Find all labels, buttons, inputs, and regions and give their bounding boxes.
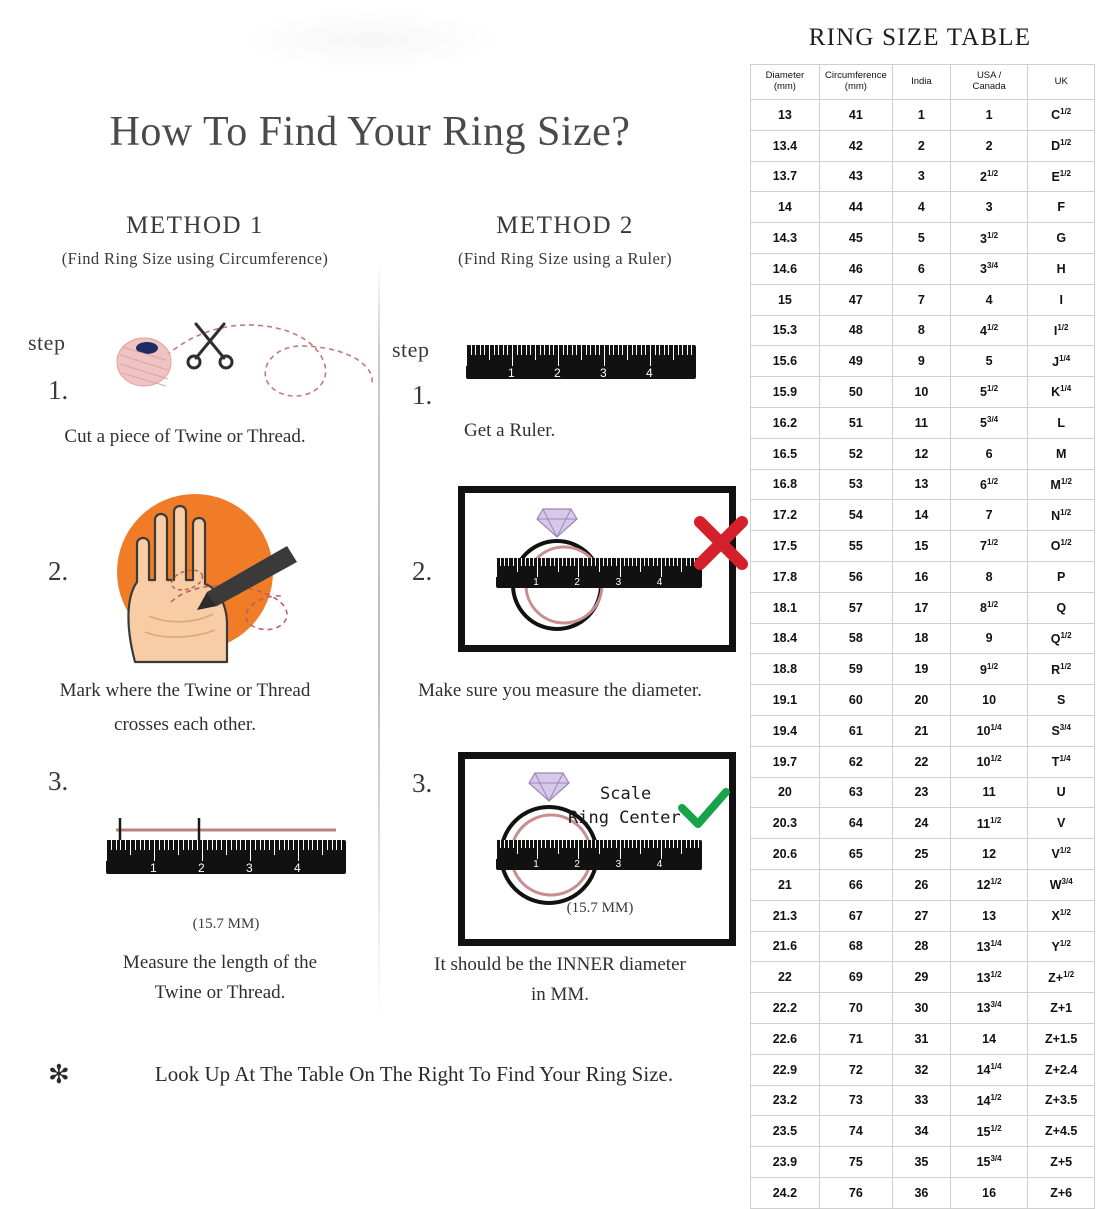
- table-row: [751, 1054, 1095, 1085]
- cell-diameter: 16.5: [751, 438, 820, 469]
- cell-circumference: 72: [819, 1054, 892, 1085]
- cell-india: 26: [892, 869, 950, 900]
- method-2-step-1-number: 1.: [412, 380, 433, 410]
- cell-usa-canada: 4: [950, 284, 1028, 315]
- cell-diameter: 24.2: [751, 1177, 820, 1208]
- cell-india: 5: [892, 223, 950, 254]
- page-title: How To Find Your Ring Size?: [109, 109, 631, 155]
- cell-diameter: 13.4: [751, 130, 820, 161]
- ruler-method-1: 1 2 3 4: [106, 840, 346, 874]
- cell-uk: S: [1028, 685, 1095, 716]
- cell-usa-canada: 10: [950, 685, 1028, 716]
- cell-india: 4: [892, 192, 950, 223]
- cell-circumference: 56: [819, 561, 892, 592]
- table-body: [751, 100, 1095, 1209]
- cell-usa-canada: 11: [950, 777, 1028, 808]
- cell-uk: M: [1028, 438, 1095, 469]
- cell-circumference: 68: [819, 931, 892, 962]
- cell-diameter: 22.9: [751, 1054, 820, 1085]
- cell-diameter: 13: [751, 100, 820, 131]
- cell-circumference: 73: [819, 1085, 892, 1116]
- cell-diameter: 15.6: [751, 346, 820, 377]
- cell-circumference: 65: [819, 839, 892, 870]
- table-row: [751, 438, 1095, 469]
- cell-diameter: 16.8: [751, 469, 820, 500]
- ring-size-table: [750, 64, 1095, 1209]
- cell-india: 23: [892, 777, 950, 808]
- cell-india: 30: [892, 993, 950, 1024]
- cell-usa-canada: $9^{1/2}$: [950, 654, 1028, 685]
- table-row: [751, 931, 1095, 962]
- header-india: India: [892, 65, 950, 100]
- cell-diameter: 18.8: [751, 654, 820, 685]
- cell-diameter: 18.1: [751, 592, 820, 623]
- cell-circumference: 63: [819, 777, 892, 808]
- hand-illustration: [75, 484, 375, 664]
- footnote-text: Look Up At The Table On The Right To Find Your Ring Size.: [154, 1062, 674, 1086]
- cell-uk: Z+2.4: [1028, 1054, 1095, 1085]
- cell-circumference: 54: [819, 500, 892, 531]
- cell-diameter: 20.6: [751, 839, 820, 870]
- cell-usa-canada: $5^{3/4}$: [950, 407, 1028, 438]
- table-row: [751, 1177, 1095, 1208]
- diamond-icon: [529, 773, 569, 801]
- table-row: [751, 346, 1095, 377]
- cell-india: 29: [892, 962, 950, 993]
- cell-uk: Z+$^{1/2}$: [1028, 962, 1095, 993]
- cell-uk: $I^{1/2}$: [1028, 315, 1095, 346]
- cell-circumference: 76: [819, 1177, 892, 1208]
- cell-circumference: 55: [819, 531, 892, 562]
- table-row: [751, 500, 1095, 531]
- cell-india: 33: [892, 1085, 950, 1116]
- cell-india: 25: [892, 839, 950, 870]
- table-row: [751, 377, 1095, 408]
- table-header-row: [751, 65, 1095, 100]
- cell-uk: I: [1028, 284, 1095, 315]
- cell-circumference: 60: [819, 685, 892, 716]
- cell-india: 28: [892, 931, 950, 962]
- cell-circumference: 42: [819, 130, 892, 161]
- method-2-title: METHOD 2: [496, 212, 634, 239]
- cell-circumference: 47: [819, 284, 892, 315]
- cell-india: 9: [892, 346, 950, 377]
- table-row: [751, 839, 1095, 870]
- cell-diameter: 22: [751, 962, 820, 993]
- cell-uk: $R^{1/2}$: [1028, 654, 1095, 685]
- cell-india: 7: [892, 284, 950, 315]
- cell-uk: $M^{1/2}$: [1028, 469, 1095, 500]
- method-2-header: [390, 212, 740, 269]
- table-row: [751, 407, 1095, 438]
- cell-india: 22: [892, 746, 950, 777]
- cell-diameter: 20.3: [751, 808, 820, 839]
- cell-circumference: 67: [819, 900, 892, 931]
- cell-uk: Z+1.5: [1028, 1023, 1095, 1054]
- header-uk: UK: [1028, 65, 1095, 100]
- cell-circumference: 57: [819, 592, 892, 623]
- cell-uk: Z+6: [1028, 1177, 1095, 1208]
- cell-circumference: 44: [819, 192, 892, 223]
- cell-usa-canada: $14^{1/2}$: [950, 1085, 1028, 1116]
- cell-uk: F: [1028, 192, 1095, 223]
- method-1-step-word: step: [28, 330, 66, 355]
- cell-diameter: 19.4: [751, 715, 820, 746]
- method-2-measure-label: (15.7 MM): [566, 900, 634, 916]
- method-1-step-3-number: 3.: [48, 766, 69, 796]
- cell-circumference: 49: [819, 346, 892, 377]
- cell-usa-canada: 13: [950, 900, 1028, 931]
- measured-thread: [106, 812, 346, 842]
- cell-india: 27: [892, 900, 950, 931]
- cell-uk: $V^{1/2}$: [1028, 839, 1095, 870]
- scissors-icon: [188, 324, 232, 368]
- table-row: [751, 592, 1095, 623]
- cell-usa-canada: 14: [950, 1023, 1028, 1054]
- table-row: [751, 962, 1095, 993]
- cell-uk: $J^{1/4}$: [1028, 346, 1095, 377]
- method-1-title: METHOD 1: [126, 212, 264, 239]
- cell-circumference: 58: [819, 623, 892, 654]
- twine-illustration: [100, 300, 380, 410]
- cell-circumference: 50: [819, 377, 892, 408]
- cell-circumference: 52: [819, 438, 892, 469]
- table-row: [751, 130, 1095, 161]
- cell-diameter: 16.2: [751, 407, 820, 438]
- cell-usa-canada: 3: [950, 192, 1028, 223]
- cell-circumference: 53: [819, 469, 892, 500]
- table-row: [751, 284, 1095, 315]
- cell-usa-canada: 7: [950, 500, 1028, 531]
- cell-circumference: 71: [819, 1023, 892, 1054]
- table-row: [751, 253, 1095, 284]
- table-row: [751, 715, 1095, 746]
- table-row: [751, 192, 1095, 223]
- cell-india: 17: [892, 592, 950, 623]
- cell-usa-canada: $12^{1/2}$: [950, 869, 1028, 900]
- cell-circumference: 69: [819, 962, 892, 993]
- method-2-step-3-caption-line2: in MM.: [530, 984, 590, 1005]
- cell-circumference: 41: [819, 100, 892, 131]
- table-row: [751, 161, 1095, 192]
- cell-uk: $Y^{1/2}$: [1028, 931, 1095, 962]
- table-row: [751, 1085, 1095, 1116]
- table-row: [751, 1147, 1095, 1178]
- cell-uk: $W^{3/4}$: [1028, 869, 1095, 900]
- cell-circumference: 62: [819, 746, 892, 777]
- cell-usa-canada: $10^{1/2}$: [950, 746, 1028, 777]
- cell-diameter: 21.3: [751, 900, 820, 931]
- cell-india: 12: [892, 438, 950, 469]
- table-row: [751, 469, 1095, 500]
- cell-uk: G: [1028, 223, 1095, 254]
- cell-usa-canada: 6: [950, 438, 1028, 469]
- cell-india: 35: [892, 1147, 950, 1178]
- cell-uk: Z+4.5: [1028, 1116, 1095, 1147]
- method-2-step-2-caption: Make sure you measure the diameter.: [418, 680, 702, 701]
- scale-label-line1: Scale: [600, 784, 652, 804]
- asterisk-icon: ✻: [48, 1060, 70, 1089]
- table-row: [751, 1116, 1095, 1147]
- method-1-step-1-number: 1.: [48, 375, 69, 405]
- table-row: [751, 561, 1095, 592]
- cell-uk: $N^{1/2}$: [1028, 500, 1095, 531]
- cell-india: 11: [892, 407, 950, 438]
- cell-diameter: 14: [751, 192, 820, 223]
- method-2-step-1-caption: Get a Ruler.: [464, 420, 556, 441]
- cell-uk: $E^{1/2}$: [1028, 161, 1095, 192]
- cell-india: 1: [892, 100, 950, 131]
- table-title: RING SIZE TABLE: [808, 24, 1032, 51]
- cell-uk: $T^{1/4}$: [1028, 746, 1095, 777]
- cell-usa-canada: $3^{3/4}$: [950, 253, 1028, 284]
- cell-uk: $C^{1/2}$: [1028, 100, 1095, 131]
- cell-circumference: 66: [819, 869, 892, 900]
- cell-usa-canada: 12: [950, 839, 1028, 870]
- cell-india: 8: [892, 315, 950, 346]
- cell-india: 21: [892, 715, 950, 746]
- header-usa-canada: USA / Canada: [950, 65, 1028, 100]
- cell-diameter: 14.3: [751, 223, 820, 254]
- method-1-step-3-caption-line2: Twine or Thread.: [154, 982, 286, 1003]
- cell-usa-canada: $3^{1/2}$: [950, 223, 1028, 254]
- cell-usa-canada: 5: [950, 346, 1028, 377]
- cell-india: 18: [892, 623, 950, 654]
- cell-usa-canada: $13^{1/2}$: [950, 962, 1028, 993]
- cell-india: 32: [892, 1054, 950, 1085]
- cell-uk: L: [1028, 407, 1095, 438]
- ruler-method-2-step-3: 1 2 3 4: [496, 840, 702, 870]
- cell-usa-canada: $15^{1/2}$: [950, 1116, 1028, 1147]
- table-row: [751, 777, 1095, 808]
- cell-circumference: 59: [819, 654, 892, 685]
- table-row: [751, 100, 1095, 131]
- cell-india: 31: [892, 1023, 950, 1054]
- cell-india: 19: [892, 654, 950, 685]
- cell-uk: $S^{3/4}$: [1028, 715, 1095, 746]
- cell-uk: Z+5: [1028, 1147, 1095, 1178]
- cell-circumference: 74: [819, 1116, 892, 1147]
- cell-diameter: 19.1: [751, 685, 820, 716]
- cell-usa-canada: 1: [950, 100, 1028, 131]
- cell-uk: $O^{1/2}$: [1028, 531, 1095, 562]
- cell-india: 34: [892, 1116, 950, 1147]
- cell-circumference: 75: [819, 1147, 892, 1178]
- cell-diameter: 22.6: [751, 1023, 820, 1054]
- cell-circumference: 46: [819, 253, 892, 284]
- table-row: [751, 746, 1095, 777]
- cell-india: 16: [892, 561, 950, 592]
- table-row: [751, 993, 1095, 1024]
- table-row: [751, 808, 1095, 839]
- cell-uk: Z+3.5: [1028, 1085, 1095, 1116]
- cell-india: 20: [892, 685, 950, 716]
- cell-india: 13: [892, 469, 950, 500]
- check-icon: [676, 786, 732, 832]
- cell-uk: $K^{1/4}$: [1028, 377, 1095, 408]
- scale-label-line2: Ring Center: [568, 808, 681, 828]
- table-row: [751, 869, 1095, 900]
- table-row: [751, 654, 1095, 685]
- cell-uk: Z+1: [1028, 993, 1095, 1024]
- cell-india: 24: [892, 808, 950, 839]
- cell-diameter: 14.6: [751, 253, 820, 284]
- cell-usa-canada: $7^{1/2}$: [950, 531, 1028, 562]
- header-diameter: Diameter (mm): [751, 65, 820, 100]
- cell-uk: Q: [1028, 592, 1095, 623]
- cell-diameter: 13.7: [751, 161, 820, 192]
- cell-india: 15: [892, 531, 950, 562]
- cell-india: 10: [892, 377, 950, 408]
- cell-diameter: 23.9: [751, 1147, 820, 1178]
- ring-size-table-panel: [740, 0, 1100, 1200]
- cell-diameter: 15: [751, 284, 820, 315]
- table-row: [751, 315, 1095, 346]
- cell-usa-canada: $11^{1/2}$: [950, 808, 1028, 839]
- cell-usa-canada: $14^{1/4}$: [950, 1054, 1028, 1085]
- cell-india: 36: [892, 1177, 950, 1208]
- cell-diameter: 17.5: [751, 531, 820, 562]
- method-1-step-2-caption-line2: crosses each other.: [114, 714, 256, 735]
- cell-usa-canada: $5^{1/2}$: [950, 377, 1028, 408]
- method-2-step-word: step: [392, 337, 430, 362]
- cell-usa-canada: $8^{1/2}$: [950, 592, 1028, 623]
- cell-usa-canada: $2^{1/2}$: [950, 161, 1028, 192]
- table-row: [751, 531, 1095, 562]
- cell-circumference: 48: [819, 315, 892, 346]
- cell-diameter: 18.4: [751, 623, 820, 654]
- diamond-icon: [537, 509, 577, 537]
- cell-usa-canada: $15^{3/4}$: [950, 1147, 1028, 1178]
- method-2-subtitle: (Find Ring Size using a Ruler): [457, 249, 673, 268]
- method-2-step-3-caption-line1: It should be the INNER diameter: [434, 954, 686, 975]
- cell-diameter: 21.6: [751, 931, 820, 962]
- cell-circumference: 70: [819, 993, 892, 1024]
- cell-diameter: 22.2: [751, 993, 820, 1024]
- cell-diameter: 20: [751, 777, 820, 808]
- cell-diameter: 17.8: [751, 561, 820, 592]
- method-1-step-3-caption-line1: Measure the length of the: [122, 952, 318, 973]
- cell-usa-canada: $13^{3/4}$: [950, 993, 1028, 1024]
- cell-uk: V: [1028, 808, 1095, 839]
- cell-circumference: 43: [819, 161, 892, 192]
- method-2-step-3-number: 3.: [412, 768, 433, 798]
- cell-circumference: 61: [819, 715, 892, 746]
- cell-usa-canada: 9: [950, 623, 1028, 654]
- cell-circumference: 45: [819, 223, 892, 254]
- cell-india: 2: [892, 130, 950, 161]
- cell-diameter: 23.5: [751, 1116, 820, 1147]
- cell-uk: U: [1028, 777, 1095, 808]
- ruler-method-2-step-2: 1 2 3 4: [496, 558, 702, 588]
- method-2-step-2-number: 2.: [412, 556, 433, 586]
- table-row: [751, 1023, 1095, 1054]
- cell-uk: $D^{1/2}$: [1028, 130, 1095, 161]
- cell-diameter: 19.7: [751, 746, 820, 777]
- cell-usa-canada: 16: [950, 1177, 1028, 1208]
- cell-uk: H: [1028, 253, 1095, 284]
- cell-usa-canada: 2: [950, 130, 1028, 161]
- cell-usa-canada: $10^{1/4}$: [950, 715, 1028, 746]
- cell-circumference: 51: [819, 407, 892, 438]
- cell-diameter: 23.2: [751, 1085, 820, 1116]
- cell-usa-canada: $4^{1/2}$: [950, 315, 1028, 346]
- method-1-step-1-caption: Cut a piece of Twine or Thread.: [64, 426, 306, 447]
- cell-diameter: 15.9: [751, 377, 820, 408]
- method-1-header: [20, 212, 370, 269]
- watermark: [240, 10, 500, 70]
- table-row: [751, 223, 1095, 254]
- cell-usa-canada: $13^{1/4}$: [950, 931, 1028, 962]
- cell-usa-canada: $6^{1/2}$: [950, 469, 1028, 500]
- table-row: [751, 623, 1095, 654]
- cell-india: 14: [892, 500, 950, 531]
- header-circumference: Circumference (mm): [819, 65, 892, 100]
- cell-diameter: 21: [751, 869, 820, 900]
- table-row: [751, 685, 1095, 716]
- cell-circumference: 64: [819, 808, 892, 839]
- cell-india: 3: [892, 161, 950, 192]
- method-1-measure-label: (15.7 MM): [192, 916, 260, 932]
- ruler-method-2-step-1: 1 2 3 4: [466, 345, 696, 379]
- cell-uk: P: [1028, 561, 1095, 592]
- cell-uk: $Q^{1/2}$: [1028, 623, 1095, 654]
- method-1-step-2-caption-line1: Mark where the Twine or Thread: [59, 680, 311, 701]
- cell-diameter: 17.2: [751, 500, 820, 531]
- cell-uk: $X^{1/2}$: [1028, 900, 1095, 931]
- method-1-subtitle: (Find Ring Size using Circumference): [61, 249, 329, 268]
- cell-india: 6: [892, 253, 950, 284]
- table-row: [751, 900, 1095, 931]
- cell-usa-canada: 8: [950, 561, 1028, 592]
- cell-diameter: 15.3: [751, 315, 820, 346]
- method-1-step-2-number: 2.: [48, 556, 69, 586]
